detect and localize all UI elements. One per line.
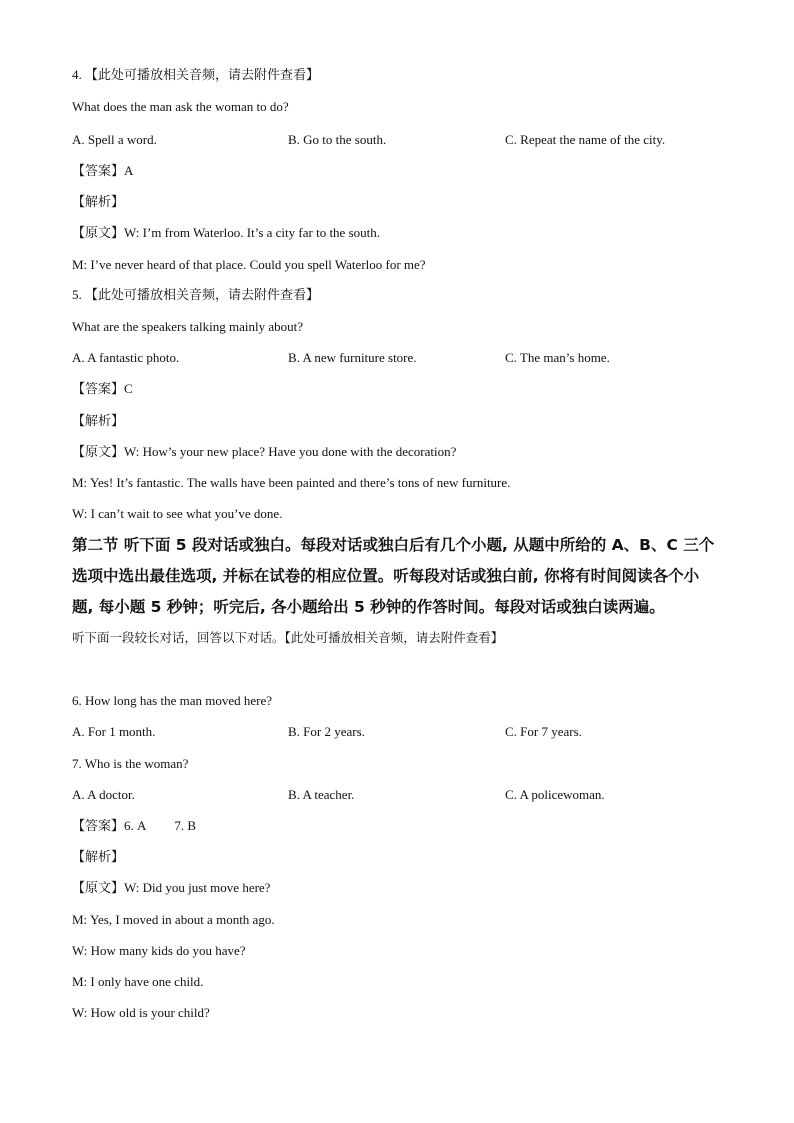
q4-label: 4. 【此处可播放相关音频，请去附件查看】 <box>72 67 320 82</box>
section2-instruction: 听下面一段较长对话，回答以下对话。【此处可播放相关音频，请去附件查看】 <box>72 630 504 645</box>
q6-option-c: C. For 7 years. <box>505 724 582 739</box>
q4-transcript-line: M: I’ve never heard of that place. Could you spell Waterloo for me? <box>72 257 426 272</box>
section2-heading-line: 选项中选出最佳选项, 并标在试卷的相应位置。听每段对话或独白前, 你将有时间阅读各个小 <box>72 567 700 585</box>
q5-option-b: B. A new furniture store. <box>288 350 417 365</box>
q67-transcript-line: W: How many kids do you have? <box>72 943 246 958</box>
answer-6: 6. A <box>124 818 147 833</box>
q5-option-a: A. A fantastic photo. <box>72 350 180 365</box>
q5-answer: 【答案】C <box>72 381 133 396</box>
q4-transcript-line: 【原文】W: I’m from Waterloo. It’s a city far to the south. <box>72 225 380 240</box>
q7-option-c: C. A policewoman. <box>505 787 605 802</box>
q6-question: 6. How long has the man moved here? <box>72 693 273 708</box>
answer-7: 7. B <box>174 818 197 833</box>
q4-option-c: C. Repeat the name of the city. <box>505 132 666 147</box>
q4-answer: 【答案】A <box>72 163 134 178</box>
q5-analysis: 【解析】 <box>72 413 125 428</box>
q5-transcript-line: W: I can’t wait to see what you’ve done. <box>72 506 283 521</box>
q5-question: What are the speakers talking mainly about? <box>72 319 304 334</box>
q6-option-a: A. For 1 month. <box>72 724 156 739</box>
q67-transcript-line: 【原文】W: Did you just move here? <box>72 880 271 895</box>
q5-transcript-line: M: Yes! It’s fantastic. The walls have been painted and there’s tons of new furniture. <box>72 475 511 490</box>
q6-option-b: B. For 2 years. <box>288 724 365 739</box>
q7-option-a: A. A doctor. <box>72 787 135 802</box>
q67-answer <box>72 818 196 834</box>
section2-heading-line: 第二节 听下面 5 段对话或独白。每段对话或独白后有几个小题, 从题中所给的 A、B、C 三个 <box>72 536 715 554</box>
q7-option-b: B. A teacher. <box>288 787 355 802</box>
q4-question: What does the man ask the woman to do? <box>72 99 289 114</box>
q67-transcript-line: M: I only have one child. <box>72 974 204 989</box>
q67-transcript-line: W: How old is your child? <box>72 1005 210 1020</box>
q5-option-c: C. The man’s home. <box>505 350 610 365</box>
q4-option-b: B. Go to the south. <box>288 132 387 147</box>
q4-option-a: A. Spell a word. <box>72 132 157 147</box>
q7-question: 7. Who is the woman? <box>72 756 189 771</box>
q67-analysis: 【解析】 <box>72 849 125 864</box>
q67-transcript-line: M: Yes, I moved in about a month ago. <box>72 912 275 927</box>
answer-prefix: 【答案】 <box>72 818 125 833</box>
q5-transcript-line: 【原文】W: How’s your new place? Have you done with the decoration? <box>72 444 457 459</box>
section2-heading-line: 题, 每小题 5 秒钟；听完后, 各小题给出 5 秒钟的作答时间。每段对话或独白读两遍。 <box>72 598 665 616</box>
q5-label: 5. 【此处可播放相关音频，请去附件查看】 <box>72 287 320 302</box>
q4-analysis: 【解析】 <box>72 194 125 209</box>
